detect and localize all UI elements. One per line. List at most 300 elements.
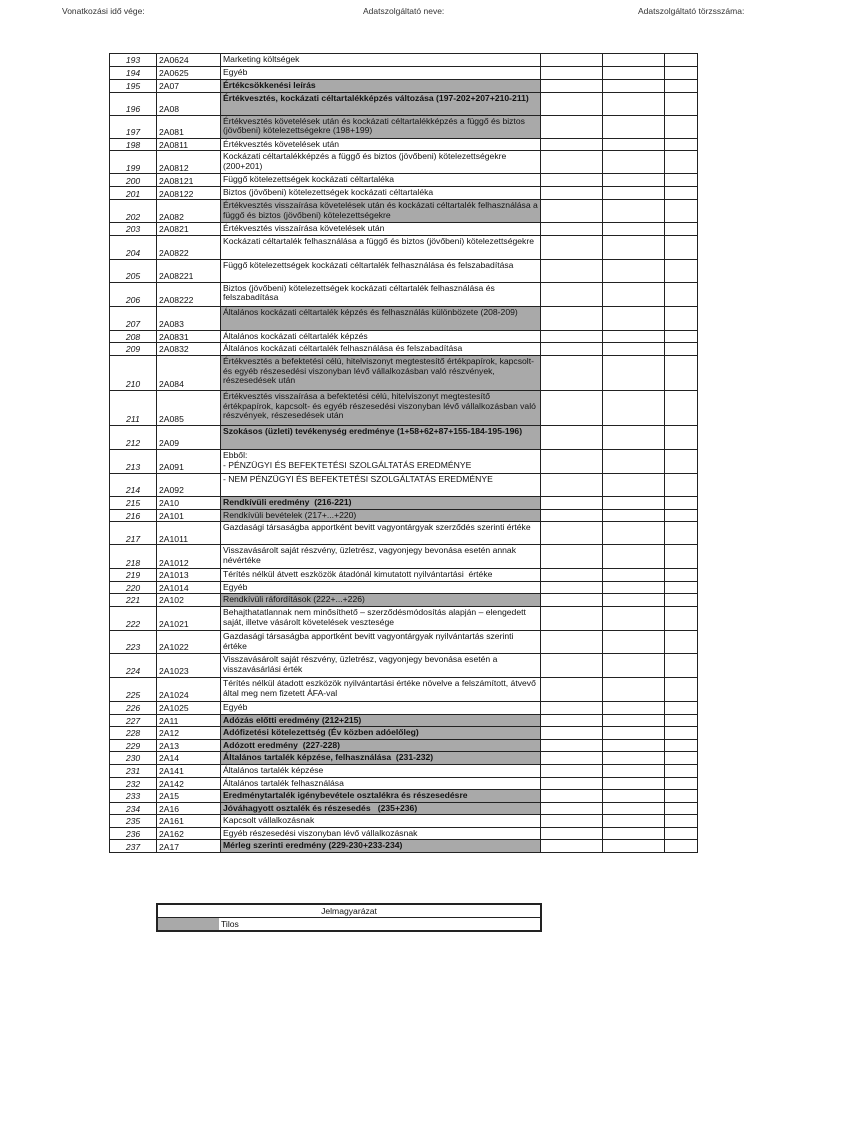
value-cell-2[interactable] (603, 174, 665, 187)
row-code: 2A16 (157, 802, 221, 815)
row-description: Biztos (jövőbeni) kötelezettségek kockázati céltartalék felhasználása és felszabadítása (221, 282, 541, 306)
value-cell-2[interactable] (603, 815, 665, 828)
value-cell-1[interactable] (541, 764, 603, 777)
table-row (110, 606, 698, 630)
row-description: Kapcsolt vállalkozásnak (221, 815, 541, 828)
value-cell-2[interactable] (603, 425, 665, 449)
value-cell-1[interactable] (541, 496, 603, 509)
value-cell-3[interactable] (665, 569, 698, 582)
value-cell-1[interactable] (541, 92, 603, 115)
table-row (110, 581, 698, 594)
value-cell-1[interactable] (541, 115, 603, 138)
row-description: Egyéb részesedési viszonyban lévő vállalkozásnak (221, 827, 541, 840)
table-row (110, 545, 698, 569)
value-cell-3[interactable] (665, 764, 698, 777)
value-cell-1[interactable] (541, 701, 603, 714)
table-row (110, 259, 698, 282)
value-cell-2[interactable] (603, 802, 665, 815)
value-cell-3[interactable] (665, 790, 698, 803)
row-code: 2A08221 (157, 259, 221, 282)
value-cell-1[interactable] (541, 66, 603, 79)
value-cell-3[interactable] (665, 187, 698, 200)
table-row (110, 449, 698, 473)
row-code: 2A08122 (157, 187, 221, 200)
row-description: Értékcsökkenési leírás (221, 79, 541, 92)
table-row (110, 594, 698, 607)
table-row (110, 790, 698, 803)
value-cell-1[interactable] (541, 282, 603, 306)
row-number: 218 (110, 545, 157, 569)
row-number: 226 (110, 701, 157, 714)
row-description: Függő kötelezettségek kockázati céltartaléka (221, 174, 541, 187)
value-cell-3[interactable] (665, 496, 698, 509)
value-cell-1[interactable] (541, 151, 603, 174)
row-code: 2A1011 (157, 522, 221, 545)
value-cell-3[interactable] (665, 79, 698, 92)
value-cell-3[interactable] (665, 522, 698, 545)
value-cell-2[interactable] (603, 343, 665, 356)
value-cell-2[interactable] (603, 764, 665, 777)
table-row (110, 235, 698, 259)
value-cell-3[interactable] (665, 449, 698, 473)
table-row (110, 752, 698, 765)
value-cell-2[interactable] (603, 473, 665, 496)
value-cell-1[interactable] (541, 187, 603, 200)
row-number: 214 (110, 473, 157, 496)
value-cell-3[interactable] (665, 802, 698, 815)
table-row (110, 138, 698, 151)
row-description: Térítés nélkül átvett eszközök átadónál kimutatott nyilvántartási értéke (221, 569, 541, 582)
value-cell-3[interactable] (665, 827, 698, 840)
value-cell-2[interactable] (603, 355, 665, 390)
value-cell-2[interactable] (603, 581, 665, 594)
row-number: 232 (110, 777, 157, 790)
value-cell-1[interactable] (541, 330, 603, 343)
row-description: Behajthatatlannak nem minősíthető – szerződésmódosítás alapján – elengedett saját, illetve vásárolt követelések vesztesége (221, 606, 541, 630)
row-code: 2A09 (157, 425, 221, 449)
value-cell-2[interactable] (603, 752, 665, 765)
value-cell-1[interactable] (541, 138, 603, 151)
row-code: 2A07 (157, 79, 221, 92)
row-code: 2A13 (157, 739, 221, 752)
value-cell-3[interactable] (665, 92, 698, 115)
value-cell-3[interactable] (665, 739, 698, 752)
table-row (110, 79, 698, 92)
value-cell-2[interactable] (603, 200, 665, 223)
row-description: Egyéb (221, 66, 541, 79)
value-cell-3[interactable] (665, 815, 698, 828)
row-code: 2A15 (157, 790, 221, 803)
row-description: Értékvesztés visszaírása a befektetési célú, hitelviszonyt megtestesítő értékpapírok, kapcsolt- és egyéb részesedési viszonyban lévő vállalkozásban való részvények, részesedések után (221, 390, 541, 425)
value-cell-3[interactable] (665, 714, 698, 727)
row-description: Marketing költségek (221, 54, 541, 67)
value-cell-3[interactable] (665, 259, 698, 282)
row-description: Értékvesztés követelések után és kockázati céltartalékképzés a függő és biztos (jövőbeni) kötelezettségekre (198+199) (221, 115, 541, 138)
row-number: 207 (110, 306, 157, 330)
row-code: 2A1022 (157, 630, 221, 653)
row-number: 215 (110, 496, 157, 509)
row-number: 217 (110, 522, 157, 545)
row-code: 2A084 (157, 355, 221, 390)
value-cell-1[interactable] (541, 545, 603, 569)
row-number: 227 (110, 714, 157, 727)
row-description: Értékvesztés a befektetési célú, hitelviszonyt megtestesítő értékpapírok, kapcsolt- és egyéb részesedési viszonyban lévő vállalkozásban való részvények, részesedések után (221, 355, 541, 390)
value-cell-3[interactable] (665, 653, 698, 677)
value-cell-3[interactable] (665, 677, 698, 701)
value-cell-3[interactable] (665, 200, 698, 223)
row-description: Értékvesztés, kockázati céltartalékképzés változása (197-202+207+210-211) (221, 92, 541, 115)
table-row (110, 174, 698, 187)
row-description: Általános tartalék képzése, felhasználása (231-232) (221, 752, 541, 765)
row-number: 223 (110, 630, 157, 653)
value-cell-1[interactable] (541, 739, 603, 752)
row-code: 2A141 (157, 764, 221, 777)
row-description: Gazdasági társaságba apportként bevitt vagyontárgyak szerződés szerinti értéke (221, 522, 541, 545)
value-cell-3[interactable] (665, 777, 698, 790)
value-cell-3[interactable] (665, 840, 698, 853)
value-cell-2[interactable] (603, 827, 665, 840)
value-cell-2[interactable] (603, 677, 665, 701)
table-row (110, 425, 698, 449)
row-code: 2A11 (157, 714, 221, 727)
value-cell-2[interactable] (603, 569, 665, 582)
row-number: 205 (110, 259, 157, 282)
period-end-label: Vonatkozási idő vége: (62, 6, 145, 16)
table-row (110, 151, 698, 174)
row-code: 2A17 (157, 840, 221, 853)
value-cell-1[interactable] (541, 54, 603, 67)
value-cell-1[interactable] (541, 79, 603, 92)
value-cell-2[interactable] (603, 282, 665, 306)
row-description: Értékvesztés visszaírása követelések után és kockázati céltartalék felhasználása a függő és biztos (jövőbeni) kötelezettségekre (221, 200, 541, 223)
row-number: 199 (110, 151, 157, 174)
value-cell-3[interactable] (665, 235, 698, 259)
value-cell-3[interactable] (665, 509, 698, 522)
table-row (110, 509, 698, 522)
row-number: 197 (110, 115, 157, 138)
table-row (110, 815, 698, 828)
row-number: 193 (110, 54, 157, 67)
table-row (110, 727, 698, 740)
value-cell-3[interactable] (665, 545, 698, 569)
value-cell-2[interactable] (603, 115, 665, 138)
value-cell-2[interactable] (603, 701, 665, 714)
row-number: 209 (110, 343, 157, 356)
value-cell-1[interactable] (541, 569, 603, 582)
value-cell-3[interactable] (665, 473, 698, 496)
provider-name-label: Adatszolgáltató neve: (363, 6, 445, 16)
value-cell-1[interactable] (541, 425, 603, 449)
value-cell-2[interactable] (603, 187, 665, 200)
value-cell-1[interactable] (541, 235, 603, 259)
table-row (110, 777, 698, 790)
value-cell-1[interactable] (541, 223, 603, 236)
value-cell-2[interactable] (603, 223, 665, 236)
report-table (109, 53, 698, 853)
value-cell-2[interactable] (603, 259, 665, 282)
value-cell-2[interactable] (603, 138, 665, 151)
value-cell-3[interactable] (665, 54, 698, 67)
row-code: 2A08121 (157, 174, 221, 187)
value-cell-1[interactable] (541, 777, 603, 790)
table-row (110, 840, 698, 853)
row-number: 202 (110, 200, 157, 223)
row-code: 2A085 (157, 390, 221, 425)
row-code: 2A0831 (157, 330, 221, 343)
value-cell-1[interactable] (541, 200, 603, 223)
table-row (110, 714, 698, 727)
value-cell-3[interactable] (665, 151, 698, 174)
row-number: 212 (110, 425, 157, 449)
row-number: 208 (110, 330, 157, 343)
row-code: 2A0625 (157, 66, 221, 79)
row-code: 2A1021 (157, 606, 221, 630)
value-cell-3[interactable] (665, 282, 698, 306)
row-description: Kockázati céltartalék felhasználása a függő és biztos (jövőbeni) kötelezettségekre (221, 235, 541, 259)
row-description: Függő kötelezettségek kockázati céltartalék felhasználása és felszabadítása (221, 259, 541, 282)
value-cell-1[interactable] (541, 581, 603, 594)
value-cell-2[interactable] (603, 545, 665, 569)
provider-registration-label: Adatszolgáltató törzsszáma: (638, 6, 745, 16)
value-cell-3[interactable] (665, 223, 698, 236)
value-cell-2[interactable] (603, 653, 665, 677)
value-cell-1[interactable] (541, 714, 603, 727)
table-row (110, 92, 698, 115)
row-code: 2A1025 (157, 701, 221, 714)
value-cell-2[interactable] (603, 66, 665, 79)
row-code: 2A14 (157, 752, 221, 765)
row-code: 2A083 (157, 306, 221, 330)
value-cell-2[interactable] (603, 92, 665, 115)
table-row (110, 200, 698, 223)
table-row (110, 330, 698, 343)
value-cell-3[interactable] (665, 330, 698, 343)
row-code: 2A1012 (157, 545, 221, 569)
row-number: 216 (110, 509, 157, 522)
row-code: 2A0832 (157, 343, 221, 356)
value-cell-3[interactable] (665, 727, 698, 740)
table-row (110, 66, 698, 79)
row-number: 234 (110, 802, 157, 815)
row-number: 206 (110, 282, 157, 306)
value-cell-3[interactable] (665, 425, 698, 449)
value-cell-2[interactable] (603, 594, 665, 607)
value-cell-1[interactable] (541, 355, 603, 390)
value-cell-1[interactable] (541, 840, 603, 853)
row-code: 2A1014 (157, 581, 221, 594)
row-number: 198 (110, 138, 157, 151)
row-code: 2A08 (157, 92, 221, 115)
value-cell-1[interactable] (541, 306, 603, 330)
value-cell-1[interactable] (541, 509, 603, 522)
row-number: 204 (110, 235, 157, 259)
value-cell-2[interactable] (603, 306, 665, 330)
value-cell-3[interactable] (665, 306, 698, 330)
value-cell-1[interactable] (541, 815, 603, 828)
value-cell-2[interactable] (603, 606, 665, 630)
value-cell-3[interactable] (665, 701, 698, 714)
row-description: Általános kockázati céltartalék képzés és felhasználás különbözete (208-209) (221, 306, 541, 330)
value-cell-1[interactable] (541, 343, 603, 356)
value-cell-3[interactable] (665, 594, 698, 607)
row-number: 231 (110, 764, 157, 777)
row-code: 2A161 (157, 815, 221, 828)
row-code: 2A0822 (157, 235, 221, 259)
row-number: 233 (110, 790, 157, 803)
row-description: Jóváhagyott osztalék és részesedés (235+236) (221, 802, 541, 815)
row-code: 2A142 (157, 777, 221, 790)
value-cell-3[interactable] (665, 343, 698, 356)
row-code: 2A082 (157, 200, 221, 223)
value-cell-3[interactable] (665, 66, 698, 79)
row-code: 2A101 (157, 509, 221, 522)
value-cell-3[interactable] (665, 752, 698, 765)
row-description: Visszavásárolt saját részvény, üzletrész, vagyonjegy bevonása esetén annak névértéke (221, 545, 541, 569)
value-cell-1[interactable] (541, 449, 603, 473)
row-code: 2A10 (157, 496, 221, 509)
value-cell-3[interactable] (665, 581, 698, 594)
row-code: 2A1013 (157, 569, 221, 582)
value-cell-3[interactable] (665, 606, 698, 630)
value-cell-3[interactable] (665, 630, 698, 653)
row-description: Biztos (jövőbeni) kötelezettségek kockázati céltartaléka (221, 187, 541, 200)
table-row (110, 653, 698, 677)
row-description: Kockázati céltartalékképzés a függő és biztos (jövőbeni) kötelezettségekre (200+201) (221, 151, 541, 174)
table-row (110, 115, 698, 138)
row-number: 196 (110, 92, 157, 115)
value-cell-2[interactable] (603, 330, 665, 343)
value-cell-1[interactable] (541, 790, 603, 803)
value-cell-3[interactable] (665, 174, 698, 187)
value-cell-1[interactable] (541, 630, 603, 653)
value-cell-2[interactable] (603, 790, 665, 803)
row-number: 222 (110, 606, 157, 630)
value-cell-3[interactable] (665, 115, 698, 138)
value-cell-2[interactable] (603, 630, 665, 653)
row-code: 2A102 (157, 594, 221, 607)
row-description: Visszavásárolt saját részvény, üzletrész, vagyonjegy bevonása esetén a visszavásárlási érték (221, 653, 541, 677)
value-cell-2[interactable] (603, 496, 665, 509)
row-code: 2A1023 (157, 653, 221, 677)
table-row (110, 343, 698, 356)
value-cell-1[interactable] (541, 606, 603, 630)
legend-table (156, 903, 542, 932)
table-row (110, 355, 698, 390)
row-description: Mérleg szerinti eredmény (229-230+233-234) (221, 840, 541, 853)
row-code: 2A12 (157, 727, 221, 740)
row-number: 211 (110, 390, 157, 425)
row-description: Egyéb (221, 701, 541, 714)
value-cell-2[interactable] (603, 714, 665, 727)
row-number: 220 (110, 581, 157, 594)
value-cell-2[interactable] (603, 54, 665, 67)
row-number: 235 (110, 815, 157, 828)
row-number: 219 (110, 569, 157, 582)
table-row (110, 496, 698, 509)
value-cell-3[interactable] (665, 138, 698, 151)
value-cell-1[interactable] (541, 259, 603, 282)
row-number: 229 (110, 739, 157, 752)
value-cell-2[interactable] (603, 509, 665, 522)
row-number: 228 (110, 727, 157, 740)
row-description: Általános kockázati céltartalék képzés (221, 330, 541, 343)
table-row (110, 630, 698, 653)
table-row (110, 764, 698, 777)
row-number: 236 (110, 827, 157, 840)
value-cell-2[interactable] (603, 390, 665, 425)
row-description: Rendkívüli eredmény (216-221) (221, 496, 541, 509)
legend-swatch (157, 918, 219, 932)
row-description: Általános tartalék képzése (221, 764, 541, 777)
row-code: 2A08222 (157, 282, 221, 306)
table-row (110, 223, 698, 236)
row-description: Adózott eredmény (227-228) (221, 739, 541, 752)
value-cell-1[interactable] (541, 752, 603, 765)
legend-title: Jelmagyarázat (157, 904, 541, 918)
row-number: 230 (110, 752, 157, 765)
value-cell-1[interactable] (541, 390, 603, 425)
row-number: 194 (110, 66, 157, 79)
row-code: 2A091 (157, 449, 221, 473)
table-row (110, 390, 698, 425)
value-cell-2[interactable] (603, 79, 665, 92)
value-cell-1[interactable] (541, 174, 603, 187)
row-number: 225 (110, 677, 157, 701)
value-cell-2[interactable] (603, 449, 665, 473)
value-cell-3[interactable] (665, 355, 698, 390)
value-cell-1[interactable] (541, 522, 603, 545)
value-cell-3[interactable] (665, 390, 698, 425)
value-cell-1[interactable] (541, 653, 603, 677)
row-code: 2A0821 (157, 223, 221, 236)
value-cell-2[interactable] (603, 235, 665, 259)
row-number: 201 (110, 187, 157, 200)
table-row (110, 187, 698, 200)
row-number: 195 (110, 79, 157, 92)
row-description: Rendkívüli ráfordítások (222+...+226) (221, 594, 541, 607)
value-cell-1[interactable] (541, 727, 603, 740)
row-number: 213 (110, 449, 157, 473)
value-cell-2[interactable] (603, 522, 665, 545)
table-row (110, 701, 698, 714)
row-code: 2A1024 (157, 677, 221, 701)
row-code: 2A0811 (157, 138, 221, 151)
legend-label: Tilos (219, 918, 541, 932)
row-number: 210 (110, 355, 157, 390)
row-code: 2A092 (157, 473, 221, 496)
report-table-body (110, 54, 698, 853)
value-cell-2[interactable] (603, 777, 665, 790)
value-cell-2[interactable] (603, 727, 665, 740)
value-cell-1[interactable] (541, 473, 603, 496)
value-cell-2[interactable] (603, 151, 665, 174)
row-description: Egyéb (221, 581, 541, 594)
table-row (110, 569, 698, 582)
row-description: Értékvesztés visszaírása követelések után (221, 223, 541, 236)
value-cell-1[interactable] (541, 677, 603, 701)
value-cell-2[interactable] (603, 840, 665, 853)
value-cell-1[interactable] (541, 827, 603, 840)
value-cell-1[interactable] (541, 802, 603, 815)
row-number: 237 (110, 840, 157, 853)
table-row (110, 473, 698, 496)
row-code: 2A0624 (157, 54, 221, 67)
table-row (110, 802, 698, 815)
row-description: - NEM PÉNZÜGYI ÉS BEFEKTETÉSI SZOLGÁLTATÁS EREDMÉNYE (221, 473, 541, 496)
value-cell-2[interactable] (603, 739, 665, 752)
value-cell-1[interactable] (541, 594, 603, 607)
row-code: 2A162 (157, 827, 221, 840)
